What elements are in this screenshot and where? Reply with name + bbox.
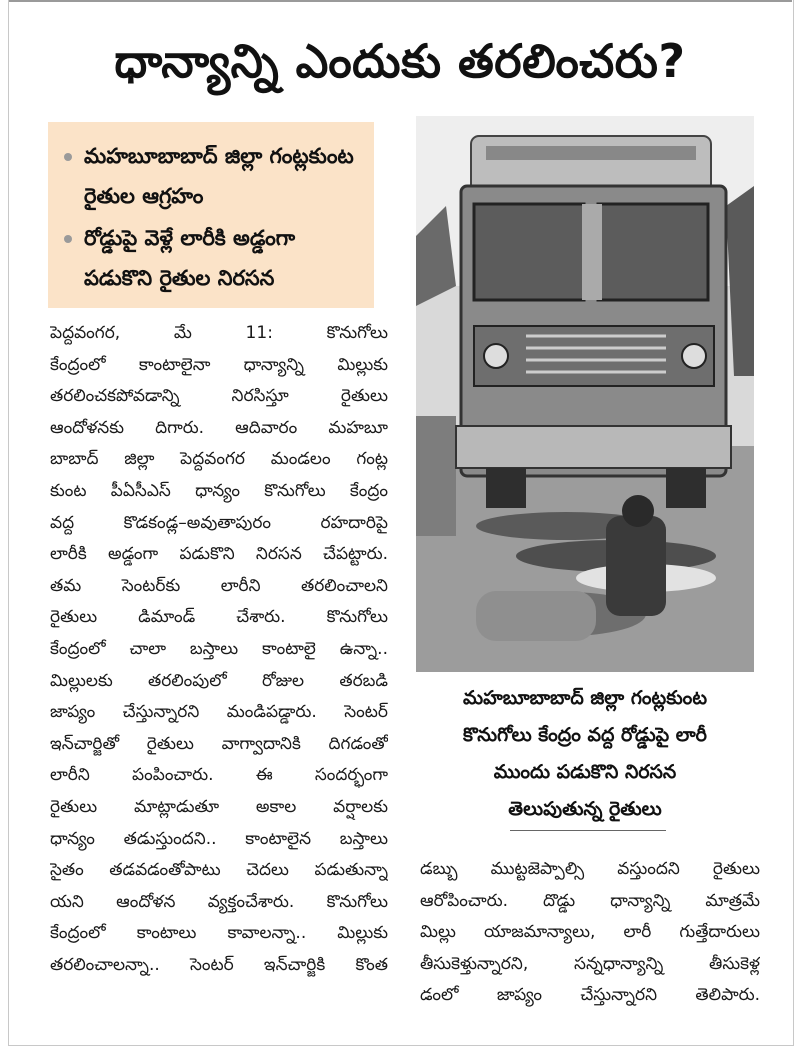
- news-photo: [416, 116, 754, 672]
- body-line: తరలించకపోవడాన్ని నిరసిస్తూ రైతులు: [50, 386, 388, 407]
- body-line: ధాన్యం తడుస్తుందని.. కాంటాలైన బస్తాలు: [50, 828, 388, 849]
- caption-line: కొనుగోలు కేంద్రం వద్ద రోడ్డుపై లారీ: [463, 724, 707, 746]
- body-line: కుంట పీఏసీఎస్ ధాన్యం కొనుగోలు కేంద్రం: [50, 480, 388, 501]
- article-body-right: [420, 854, 760, 1012]
- body-line: సైతం తడవడంతోపాటు చెదలు పడుతున్నా: [50, 860, 388, 881]
- caption-line: తెలుపుతున్న రైతులు: [508, 798, 662, 820]
- lorry-protest-photo-illustration: [416, 116, 754, 672]
- body-line: వద్ద కొడకండ్ల–అవుతాపురం రహదారిపై: [50, 512, 388, 533]
- highlight-text: మహబూబాబాద్ జిల్లా గంట్లకుంట రైతుల ఆగ్రహం: [84, 144, 354, 208]
- body-line: రైతులు మాట్లాడుతూ అకాల వర్షాలకు: [50, 796, 388, 817]
- body-line: తమ సెంటర్‌కు లారీని తరలించాలని: [50, 575, 388, 596]
- body-line: కేంద్రంలో చాలా బస్తాలు కాంటాలై ఉన్నా..: [50, 638, 388, 659]
- caption-line: మహబూబాబాద్ జిల్లా గంట్లకుంట: [462, 687, 707, 709]
- body-line: కేంద్రంలో కాంటాలైనా ధాన్యాన్ని మిల్లుకు: [50, 354, 388, 375]
- body-line: లారీని పంపించారు. ఈ సందర్భంగా: [50, 765, 388, 786]
- caption-line: ముందు పడుకొని నిరసన: [493, 761, 677, 783]
- body-line: కేంద్రంలో కాంటాలు కావాలన్నా.. మిల్లుకు: [50, 923, 388, 944]
- body-line: డంలో జాప్యం చేస్తున్నారని తెలిపారు.: [420, 985, 760, 1006]
- body-line: ఆందోళనకు దిగారు. ఆదివారం మహబూ: [50, 417, 388, 438]
- highlight-text: రోడ్డుపై వెళ్లే లారీకి అడ్డంగా పడుకొని రైతుల నిరసన: [84, 226, 296, 290]
- body-line: పెద్దవంగర, మే 11: కొనుగోలు: [50, 323, 388, 343]
- body-line: లారీకి అడ్డంగా పడుకొని నిరసన చేపట్టారు.: [50, 544, 388, 565]
- body-line: బాబాద్ జిల్లా పెద్దవంగర మండలం గంట్ల: [50, 449, 388, 470]
- article-body-left: [50, 318, 388, 981]
- body-line: మిల్లులకు తరలింపులో రోజుల తరబడి: [50, 670, 388, 691]
- bullet-icon: [64, 235, 72, 243]
- body-line: డబ్బు ముట్టజెప్పాల్సి వస్తుందని రైతులు: [420, 859, 760, 879]
- highlight-item: [66, 136, 366, 216]
- body-line: మిల్లు యాజమాన్యాలు, లారీ గుత్తేదారులు: [420, 922, 760, 943]
- body-line: తరలించాలన్నా.. సెంటర్ ఇన్‌చార్జికి కొంత: [50, 954, 388, 975]
- highlight-item: [66, 218, 366, 298]
- caption-divider: [510, 830, 666, 831]
- highlights-box: [48, 122, 374, 308]
- bullet-icon: [64, 153, 72, 161]
- body-line: యని ఆందోళన వ్యక్తంచేశారు. కొనుగోలు: [50, 891, 388, 912]
- body-line: తీసుకెళ్తున్నారని, సన్నధాన్యాన్ని తీసుకెళ్ల: [420, 953, 760, 974]
- body-line: ఆరోపించారు. దొడ్డు ధాన్యాన్ని మాత్రమే: [420, 890, 760, 911]
- body-line: రైతులు డిమాండ్ చేశారు. కొనుగోలు: [50, 607, 388, 628]
- headline: ధాన్యాన్ని ఎందుకు తరలించరు?: [114, 34, 686, 88]
- photo-caption: [416, 680, 754, 828]
- body-line: ఇన్‌చార్జితో రైతులు వాగ్వాదానికి దిగడంతో: [50, 733, 388, 754]
- body-line: జాప్యం చేస్తున్నారని మండిపడ్డారు. సెంటర్: [50, 702, 388, 723]
